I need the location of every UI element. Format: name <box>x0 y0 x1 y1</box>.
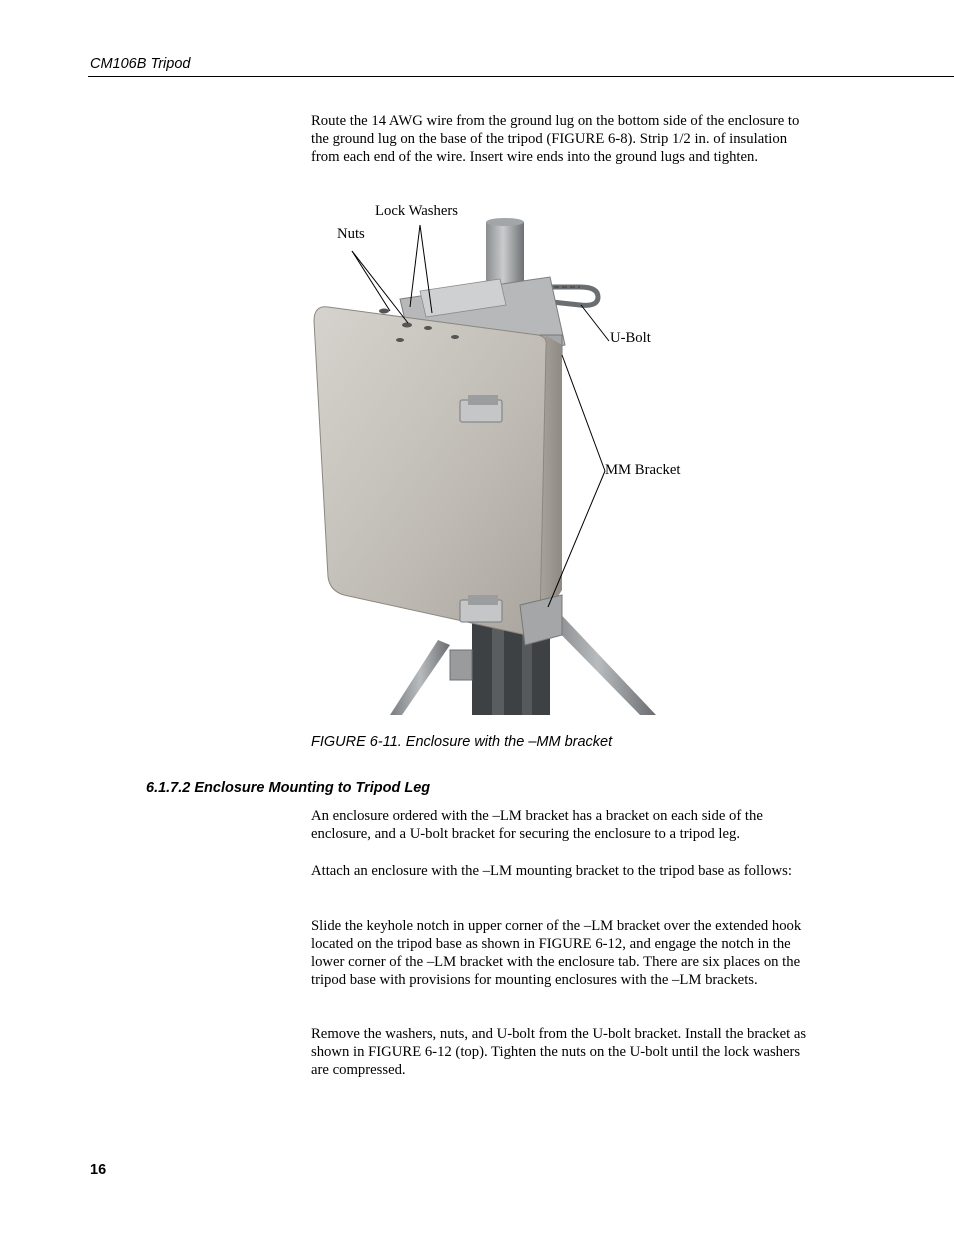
enclosure-figure <box>300 195 720 720</box>
header-rule <box>88 76 954 77</box>
running-header: CM106B Tripod <box>90 56 191 72</box>
section-paragraph: Slide the keyhole notch in upper corner of the –LM bracket over the extended hook located on the tripod base as shown in FIGURE 6-12, and engage the notch in the lower corner of the –LM bracket with the enclosure tab. There are six places on the tripod base with provisions for mounting enclosures with the –LM brackets. <box>311 918 802 988</box>
tripod-leg-left <box>390 640 450 715</box>
label-lock-washers: Lock Washers <box>375 203 458 219</box>
label-nuts: Nuts <box>337 226 365 242</box>
label-u-bolt: U-Bolt <box>610 330 651 346</box>
label-mm-bracket: MM Bracket <box>605 462 681 478</box>
section-paragraph: Remove the washers, nuts, and U-bolt from the U-bolt bracket. Install the bracket as shown in FIGURE 6-12 (top). Tighten the nuts on the U-bolt until the lock washers are compressed. <box>311 1026 807 1078</box>
page-number: 16 <box>90 1162 107 1178</box>
section-paragraph: Attach an enclosure with the –LM mounting bracket to the tripod base as follows: <box>311 863 792 879</box>
section-paragraph: An enclosure ordered with the –LM bracket has a bracket on each side of the enclosure, and a U-bolt bracket for securing the enclosure to a tripod leg. <box>311 808 763 842</box>
enclosure-front <box>314 307 546 635</box>
section-heading: 6.1.7.2 Enclosure Mounting to Tripod Leg <box>146 780 431 796</box>
figure-caption: FIGURE 6-11. Enclosure with the –MM bracket <box>311 734 613 750</box>
intro-paragraph: Route the 14 AWG wire from the ground lug on the bottom side of the enclosure to the ground lug on the base of the tripod (FIGURE 6-8). Strip 1/2 in. of insulation from each end of the wire. Insert wire ends into the ground lugs and tighten. <box>311 113 800 165</box>
enclosure-illustration <box>300 195 720 720</box>
